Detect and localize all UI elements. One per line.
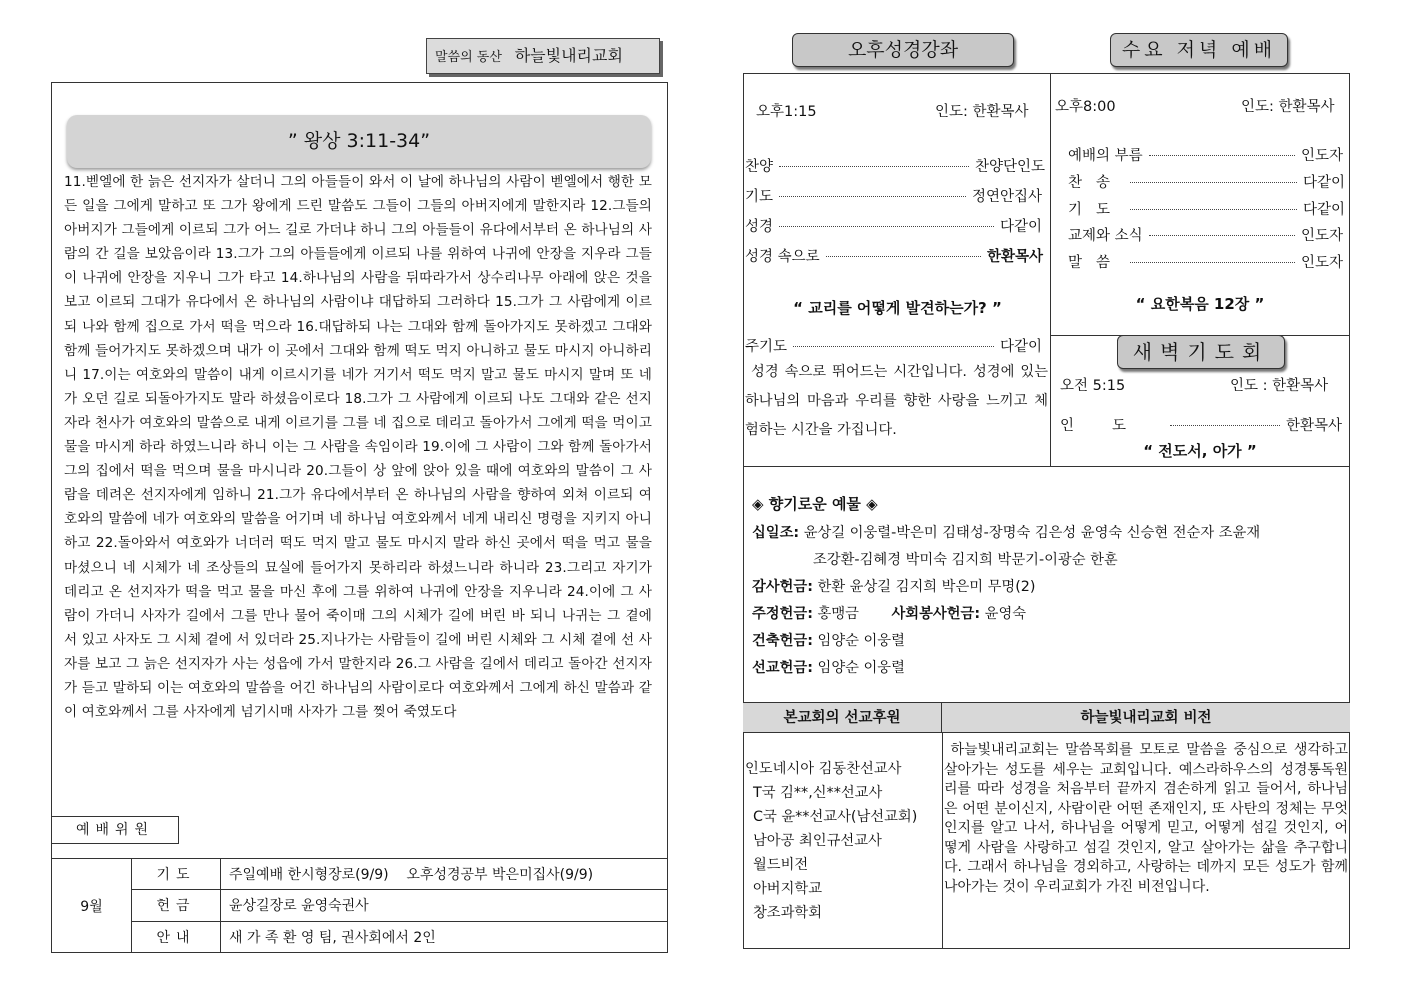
list-item: 남아공 최인규선교사 (753, 833, 882, 849)
list-item: C국 윤**선교사(남선교회) (753, 809, 918, 825)
worship-committee-label: 예배위원 (51, 816, 179, 844)
list-item: 인도네시아 김동찬선교사 (745, 761, 902, 777)
wednesday-order-item: 말씀 인도자 (1068, 255, 1343, 271)
offering-thanks: 감사헌금: 한환 윤상길 김지희 박은미 무명(2) (752, 579, 1036, 595)
duty-role: 기도 (132, 859, 221, 890)
afternoon-time: 오후1:15 (756, 104, 817, 120)
afternoon-topic: “ 교리를 어떻게 발견하는가? ” (793, 299, 1002, 317)
mission-support-header: 본교회의 선교후원 (743, 702, 942, 733)
afternoon-description: 성경 속으로 뛰어드는 시간입니다. 성경에 있는 하나님의 마음과 우리를 향한 사랑을 느끼고 체험하는 시간을 가집니다. (745, 364, 1049, 438)
wednesday-topic: “ 요한복음 12장 ” (1135, 295, 1265, 313)
church-tag (426, 38, 660, 74)
duty-detail: 윤상길장로 윤영숙권사 (221, 890, 668, 921)
dawn-time: 오전 5:15 (1060, 378, 1126, 394)
offering-weekly: 주정헌금: 홍맹금 사회봉사헌금: 윤영숙 (752, 606, 1027, 622)
table-row (52, 890, 668, 921)
wednesday-leader: 인도: 한환목사 (1241, 99, 1335, 115)
wednesday-order-item: 기도 다같이 (1068, 202, 1345, 218)
scripture-text: 11.벧엘에 한 늙은 선지자가 살더니 그의 아들들이 와서 이 날에 하나님의 사람이 벧엘에서 행한 모든 일을 그에게 말하고 또 그가 왕에게 드린 말씀도 그들이 그들의 아버지에게 말한지라 12.그들의 아버지가 그들에게 이르되 그가 어느 길로 가더냐 하니 그의 아들들이 유다에서부터 온 하나님의 사람의 간 길을 보았음이라 13.그가 그의 아들들에게 이르되 나를 위하여 나귀에 안장을 지우라 그들이 나귀에 안장을 지우니 그가 타고 14.하나님의 사람을 뒤따라가서 상수리나무 아래에 앉은 것을 보고 이르되 그대가 유다에서 온 하나님의 사람이냐 대답하되 그러하다 15.그가 그 사람에게 이르되 나와 함께 집으로 가서 떡을 먹으라 16.대답하되 나는 그대와 함께 돌아가지도 못하겠고 그대와 함께 들어가지도 못하겠으며 내가 이 곳에서 그대와 함께 떡도 먹지 아니하고 물도 마시지 아니하리니 17.이는 여호와의 말씀이 내게 이르시기를 네가 거기서 떡도 먹지 말고 물도 마시지 말며 또 네가 오던 길로 되돌아가지도 말라 하셨음이로다 18.그가 그 사람에게 이르되 나도 그대와 같은 선지자라 천사가 여호와의 말씀으로 내게 이르기를 그를 네 집으로 데리고 돌아가서 그에게 떡을 먹이고 물을 마시게 하라 하였느니라 하니 이는 그 사람을 속임이라 19.이에 그 사람이 그와 함께 돌아가서 그의 집에서 떡을 먹으며 물을 마시니라 20.그들이 상 앞에 앉아 있을 때에 여호와의 말씀이 그 사람을 데려온 선지자에게 임하니 21.그가 유다에서부터 온 하나님의 사람을 향하여 외쳐 이르되 여호와의 말씀에 네가 여호와의 말씀을 어기며 네 하나님 여호와께서 네게 내리신 명령을 지키지 아니하고 22.돌아와서 여호와가 너더러 떡도 먹지 말고 물도 마시지 말라 하신 곳에서 떡을 먹고 물을 마셨으니 네 시체가 네 조상들의 묘실에 들어가지 못하리라 하셨느니라 하니라 23.그리고 자기가 데리고 온 선지자가 떡을 먹고 물을 마신 후에 그를 위하여 나귀에 안장을 지우니라 24.이에 그 사람이 가더니 사자가 길에서 그를 만나 물어 죽이매 그의 시체가 길에 버린 바 되니 나귀는 그 곁에 서 있고 사자도 그 시체 곁에 서 있더라 25.지나가는 사람들이 길에 버린 시체와 그 시체 곁에 선 사자를 보고 그 늙은 선지자가 사는 성읍에 가서 말한지라 26.그 사람을 길에서 데리고 돌아간 선지자가 듣고 말하되 이는 여호와의 말씀을 어긴 하나님의 사람이로다 여호와께서 그에게 하신 말씀과 같이 여호와께서 그를 사자에게 넘기시매 사자가 그를 찢어 죽였도다 (64, 174, 652, 721)
wednesday-order-item: 찬송 다같이 (1068, 175, 1345, 191)
afternoon-order-item: 성경 다같이 (745, 219, 1042, 235)
list-item: 창조과학회 (753, 905, 823, 921)
dawn-prayer-header: 새벽기도회 (1117, 335, 1285, 369)
offering-tithe-continued: 조강환-김혜경 박미숙 김지희 박문기-이광순 한훈 (813, 552, 1118, 568)
afternoon-order-item: 기도 정연안집사 (745, 189, 1042, 205)
afternoon-study-header: 오후성경강좌 (792, 33, 1014, 67)
wednesday-time: 오후8:00 (1055, 99, 1116, 115)
wednesday-order-item: 예배의 부름 인도자 (1068, 148, 1343, 164)
list-item: T국 김**,신**선교사 (753, 785, 883, 801)
duty-month: 9월 (52, 859, 132, 953)
column-divider (942, 733, 943, 949)
duty-table (51, 858, 668, 953)
church-name: 하늘빛내리교회 (514, 46, 623, 65)
dawn-topic: “ 전도서, 아가 ” (1143, 442, 1257, 460)
afternoon-order-item: 성경 속으로 한환목사 (745, 249, 1043, 265)
column-divider (1050, 73, 1051, 466)
wednesday-service-header: 수요 저녁 예배 (1110, 33, 1288, 67)
dawn-leader: 인도 : 한환목사 (1230, 378, 1329, 394)
scripture-title: ” 왕상 3:11-34” (67, 115, 651, 168)
afternoon-order-item: 찬양 찬양단인도 (745, 159, 1045, 175)
offering-mission: 선교헌금: 임양순 이웅렬 (752, 660, 905, 676)
vision-text: 하늘빛내리교회는 말씀목회를 모토로 말씀을 중심으로 생각하고 살아가는 성도를 세우는 교회입니다. 예스라하우스의 성경통독원리를 따라 성경을 처음부터 끝까지 겸손하게 읽고 들어서, 하나님은 어떤 분이신지, 사람이란 어떤 존재인지, 또 사탄의 정체는 무엇인지를 알고 나서, 하나님을 어떻게 믿고, 어떻게 섬길 것인지, 어떻게 사람을 사랑하고 섬길 것인지, 알고 살아가는 삶을 추구합니다. 그래서 하나님을 경외하고, 사랑하는 데까지 모든 성도가 함께 나아가는 것이 우리교회가 가진 비전입니다. (944, 742, 1348, 895)
mission-list (745, 757, 917, 925)
divider (743, 466, 1350, 467)
offering-building: 건축헌금: 임양순 이웅렬 (752, 633, 905, 649)
duty-detail: 주일예배 한시형장로(9/9) 오후성경공부 박은미집사(9/9) (221, 859, 668, 890)
duty-role: 헌금 (132, 890, 221, 921)
offering-tithe: 십일조: 윤상길 이웅렬-박은미 김태성-장명숙 김은성 윤영숙 신승현 전순자 조윤재 (752, 525, 1261, 541)
wednesday-order-item: 교제와 소식 인도자 (1068, 228, 1343, 244)
church-vision-header: 하늘빛내리교회 비전 (942, 702, 1350, 733)
church-tag-subtitle: 말씀의 동산 (435, 50, 502, 65)
list-item: 아버지학교 (753, 881, 823, 897)
duty-role: 안내 (132, 921, 221, 952)
afternoon-leader: 인도: 한환목사 (935, 104, 1029, 120)
afternoon-order-item: 주기도 다같이 (745, 339, 1042, 355)
duty-detail: 새 가 족 환 영 팀, 권사회에서 2인 (221, 921, 668, 952)
dawn-order-item: 인도 한환목사 (1060, 418, 1342, 434)
offering-title: ◈ 향기로운 예물 ◈ (752, 495, 878, 513)
table-row (52, 859, 668, 890)
table-row (52, 921, 668, 952)
list-item: 월드비전 (753, 857, 809, 873)
